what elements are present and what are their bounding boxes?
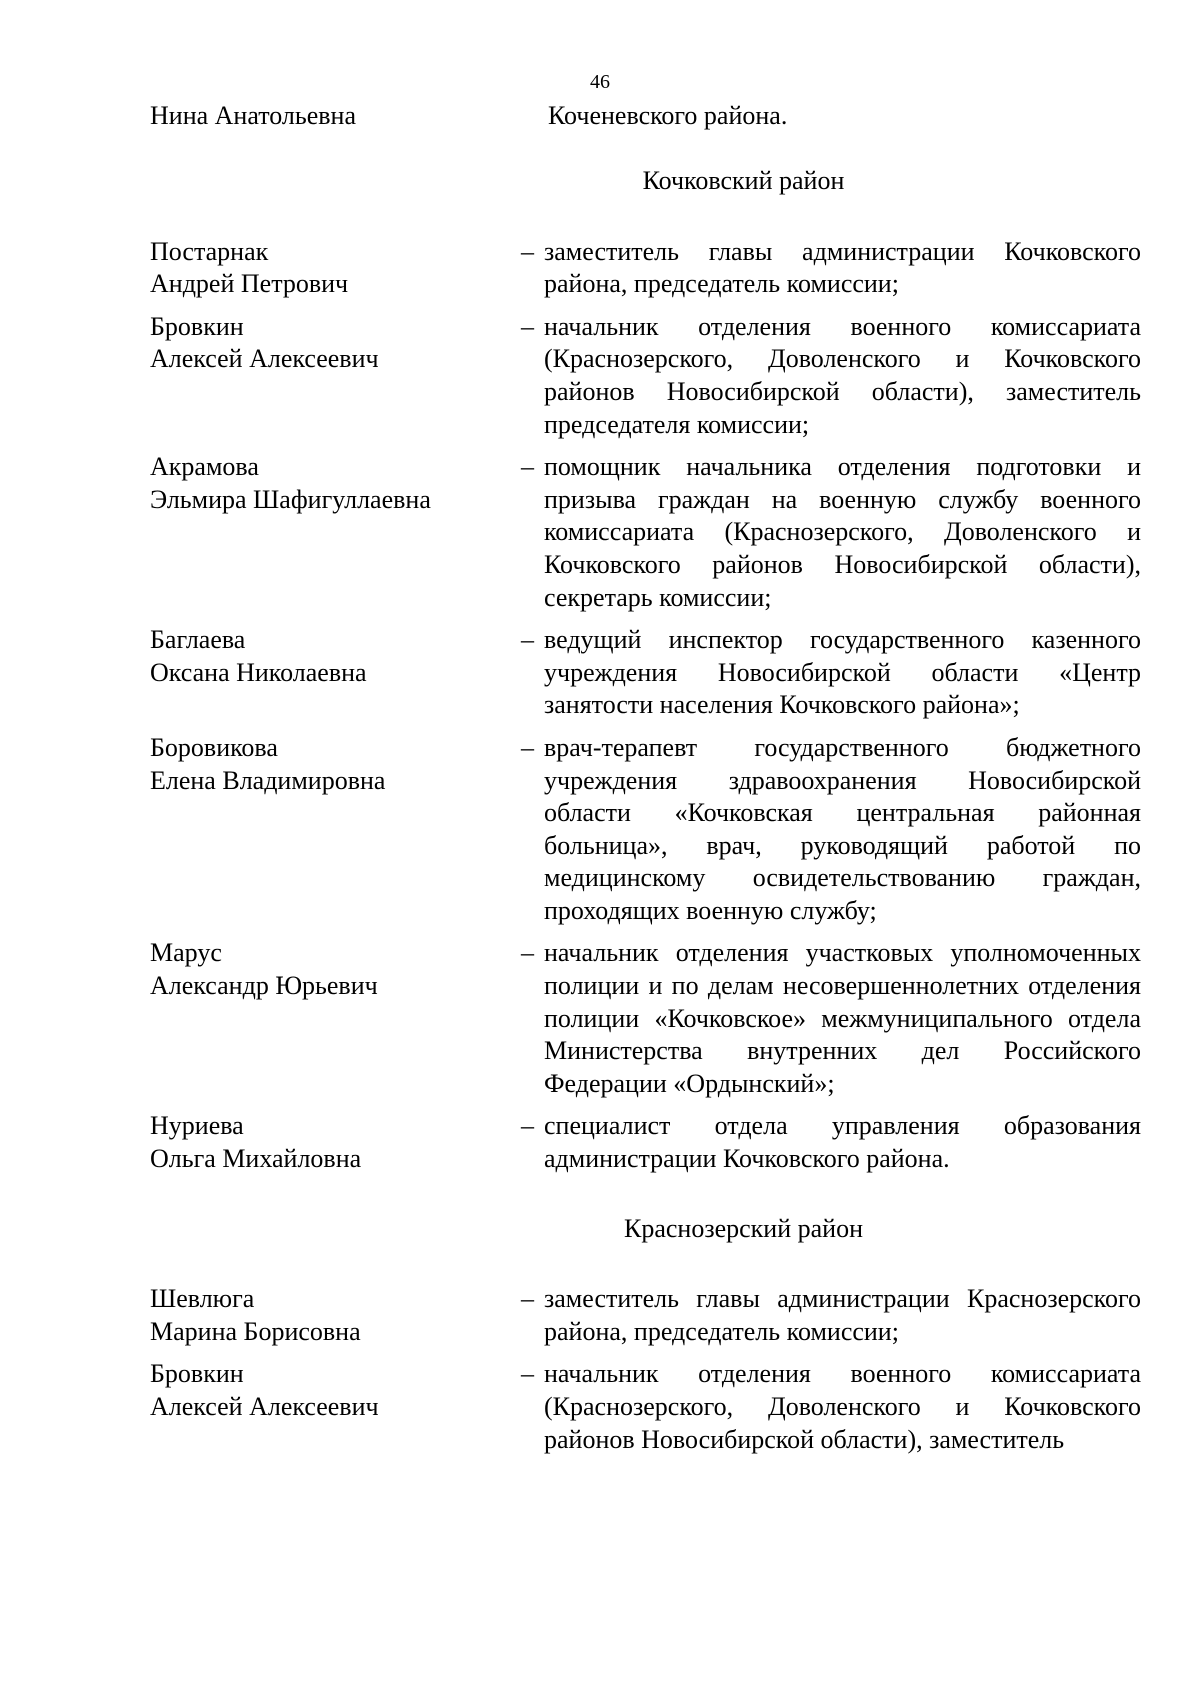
dash: – [521,732,534,762]
member-row [150,451,1141,614]
member-given-name: Елена Владимировна [150,765,386,795]
dash: – [521,1359,534,1389]
member-surname: Баглаева [150,625,246,655]
member-row [150,624,1141,722]
dash: – [521,625,534,655]
member-role: начальник отделения участковых уполномоченных полиции и по делам несовершеннолетних отделения полиции «Кочковское» межмуниципального отдела Министерства внутренних дел Российского Федерации «Ордынский»; [544,938,1141,1098]
member-given-name: Алексей Алексеевич [150,1392,379,1421]
member-name [150,1358,511,1423]
member-role: помощник начальника отделения подготовки и призыва граждан на военную службу военного комиссариата (Краснозерского, Доволенского и Кочковского районов Новосибирской области), секретарь комиссии; [544,452,1141,612]
member-surname: Бровкин [150,311,244,341]
member-row [150,1358,1141,1456]
member-name [150,1283,511,1348]
member-name [150,451,511,516]
dash: – [521,938,534,968]
dash: – [521,1111,534,1141]
member-name [150,311,511,376]
member-surname: Нуриева [150,1111,244,1141]
member-role: заместитель главы администрации Кочковского района, председатель комиссии; [544,236,1141,299]
member-role: врач-терапевт государственного бюджетного учреждения здравоохранения Новосибирской области «Кочковская центральная районная больница», врач, руководящий работой по медицинскому освидетельствованию граждан, проходящих военную службу; [544,732,1141,925]
member-role: начальник отделения военного комиссариата (Краснозерского, Доволенского и Кочковского районов Новосибирской области), заместитель [544,1359,1141,1454]
member-role: ведущий инспектор государственного казенного учреждения Новосибирской области «Центр занятости населения Кочковского района»; [544,625,1141,720]
member-given-name: Александр Юрьевич [150,971,378,1001]
member-given-name: Марина Борисовна [150,1316,361,1346]
member-row [150,311,1141,441]
member-name [150,236,511,301]
member-name [150,937,511,1002]
member-given-name: Оксана Николаевна [150,657,367,687]
member-name [150,1110,511,1175]
member-surname: Шевлюга [150,1284,255,1314]
continuation-role: Коченевского района. [548,101,788,130]
member-given-name: Эльмира Шафигуллаевна [150,484,431,514]
member-surname: Боровикова [150,732,278,762]
member-name [150,624,511,689]
member-given-name: Алексей Алексеевич [150,344,379,374]
member-given-name: Андрей Петрович [150,269,349,299]
member-role: начальник отделения военного комиссариата (Краснозерского, Доволенского и Кочковского районов Новосибирской области), заместитель председателя комиссии; [544,311,1141,439]
member-surname: Акрамова [150,452,259,482]
member-given-name: Ольга Михайловна [150,1144,362,1174]
member-surname: Бровкин [150,1359,244,1389]
dash: – [521,311,534,341]
dash: – [521,236,534,266]
member-role: специалист отдела управления образования администрации Кочковского района. [544,1111,1141,1174]
member-row [150,937,1141,1100]
member-surname: Марус [150,938,222,968]
section-title-kochkovsky: Кочковский район [642,166,845,195]
member-row [150,1283,1141,1348]
continuation-name: Нина Анатольевна [150,101,356,130]
member-name [150,732,511,797]
member-row [150,1110,1141,1175]
member-row [150,732,1141,928]
page-number: 46 [590,71,610,93]
member-row [150,236,1141,301]
document-body [150,165,1141,1466]
member-role: заместитель главы администрации Краснозерского района, председатель комиссии; [544,1284,1141,1346]
section-title-krasnozersky: Краснозерский район [623,1213,863,1243]
member-surname: Постарнак [150,236,269,266]
dash: – [521,1284,534,1314]
dash: – [521,452,534,482]
